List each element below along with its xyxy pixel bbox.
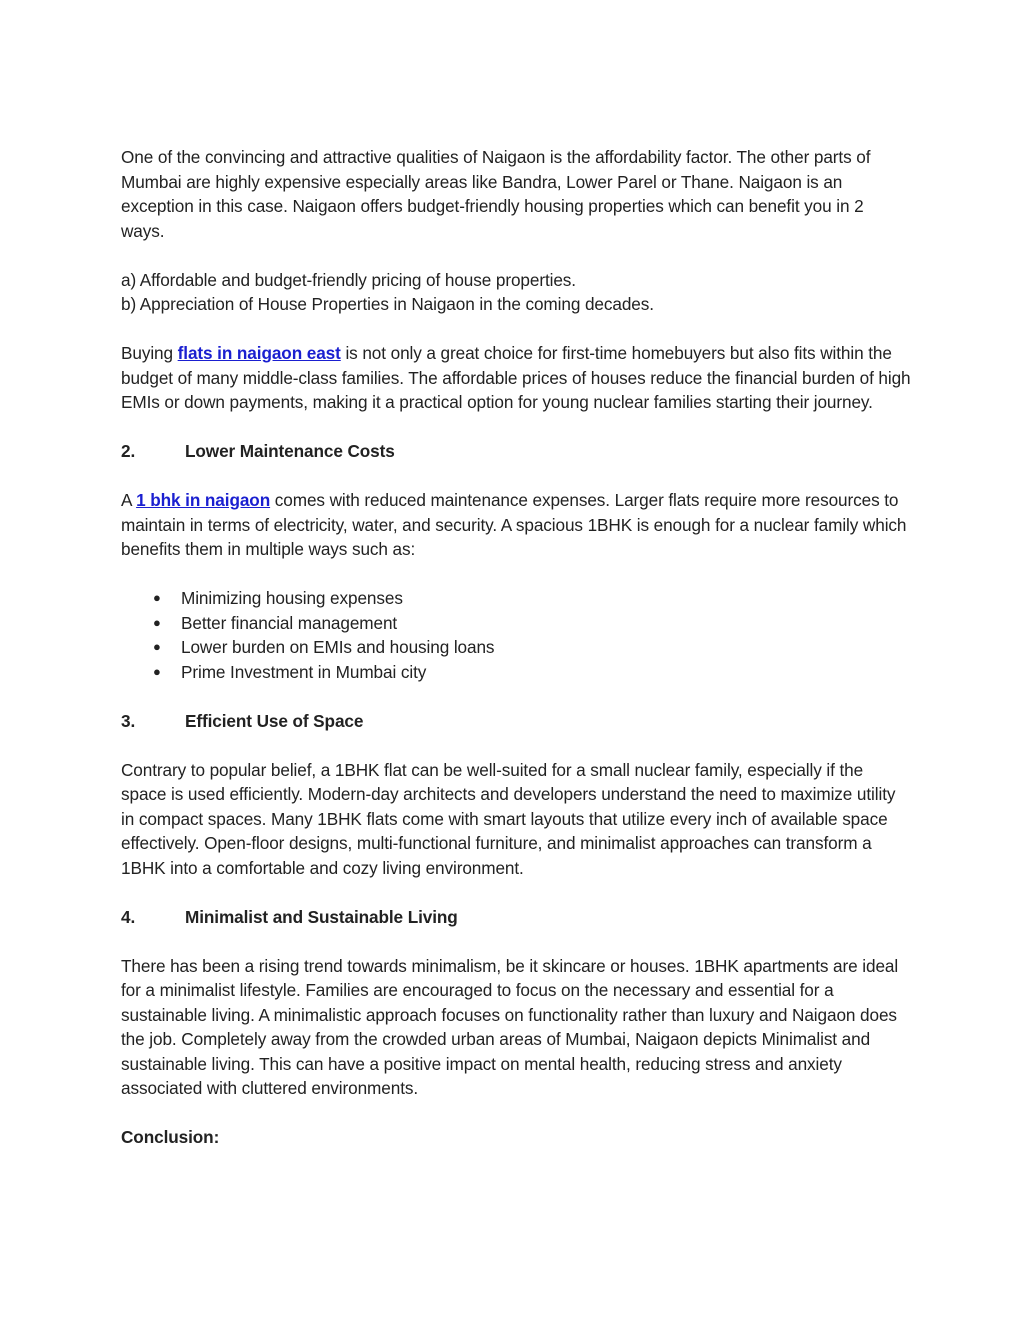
bullet-icon: ● [153, 614, 161, 630]
1bhk-in-naigaon-link[interactable]: 1 bhk in naigaon [136, 490, 271, 510]
section-2-text-end: comes with reduced maintenance expenses. Larger flats require more resources to maintain in terms of electricity, water, and security. A spacious 1BHK is enough for a nuclear family which benefits them in multiple ways such as: [121, 490, 907, 559]
section-2-paragraph [121, 488, 911, 562]
list-item [121, 635, 911, 660]
section-3-paragraph: Contrary to popular belief, a 1BHK flat can be well-suited for a small nuclear family, especially if the space is used efficiently. Modern-day architects and developers understand the need to maximize utility in compact spaces. Many 1BHK flats come with smart layouts that utilize every inch of available space effectively. Open-floor designs, multi-functional furniture, and minimalist approaches can transform a 1BHK into a comfortable and cozy living environment. [121, 759, 896, 878]
bullet-text: Prime Investment in Mumbai city [181, 661, 427, 682]
document-page [121, 145, 911, 1174]
list-item [121, 660, 911, 685]
list-item [121, 611, 911, 636]
bullet-text: Lower burden on EMIs and housing loans [181, 637, 495, 657]
list-item [121, 586, 911, 611]
benefit-item-a: a) Affordable and budget-friendly pricing of house properties. [121, 269, 576, 290]
intro-paragraph: One of the convincing and attractive qualities of Naigaon is the affordability factor. The other parts of Mumbai are highly expensive especially areas like Bandra, Lower Parel or Thane. Naigaon is an exception in this case. Naigaon offers budget-friendly housing properties which can benefit you in 2 ways. [121, 147, 871, 241]
flats-in-naigaon-east-link[interactable]: flats in naigaon east [177, 343, 341, 363]
section-3-number: 3. [121, 710, 136, 731]
buying-paragraph [121, 341, 911, 415]
benefits-bullet-list [121, 586, 911, 684]
buying-text-end: is not only a great choice for first-time homebuyers but also fits within the budget of many middle-class families. The affordable prices of houses reduce the financial burden of high EMIs or down payments, making it a practical option for young nuclear families starting their journey. [121, 343, 911, 412]
section-2-title: Lower Maintenance Costs [185, 441, 395, 461]
section-3-title: Efficient Use of Space [185, 710, 364, 731]
section-2-text-start: A [121, 490, 137, 510]
benefit-item-b: b) Appreciation of House Properties in Naigaon in the coming decades. [121, 294, 654, 314]
section-3-heading [121, 709, 911, 734]
section-4-paragraph: There has been a rising trend towards minimalism, be it skincare or houses. 1BHK apartments are ideal for a minimalist lifestyle. Families are encouraged to focus on the necessary and essential for a sustainable living. A minimalistic approach focuses on functionality rather than luxury and Naigaon does the job. Completely away from the crowded urban areas of Mumbai, Naigaon depicts Minimalist and sustainable living. This can have a positive impact on mental health, reducing stress and anxiety associated with cluttered environments. [121, 955, 899, 1098]
bullet-text: Minimizing housing expenses [181, 588, 403, 608]
bullet-text: Better financial management [181, 612, 398, 633]
buying-text-start: Buying [121, 343, 178, 363]
section-4-number: 4. [121, 906, 136, 927]
bullet-icon: ● [153, 639, 161, 654]
bullet-icon: ● [153, 590, 161, 605]
section-2-heading [121, 439, 911, 464]
section-4-title: Minimalist and Sustainable Living [185, 906, 458, 927]
conclusion-heading: Conclusion: [121, 1127, 220, 1147]
benefit-list [121, 268, 911, 317]
section-2-number: 2. [121, 441, 136, 461]
section-4-heading [121, 905, 911, 930]
bullet-icon: ● [153, 663, 161, 679]
